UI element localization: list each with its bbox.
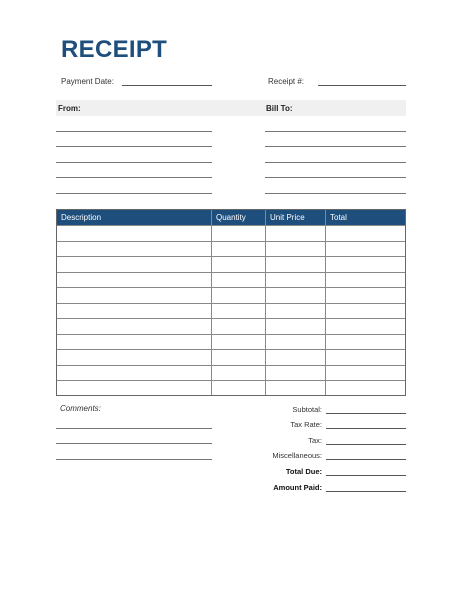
- from-line[interactable]: [56, 162, 212, 163]
- tax-field[interactable]: [326, 444, 406, 445]
- total-due-label: Total Due:: [285, 467, 322, 476]
- column-header-description: Description: [61, 213, 102, 222]
- column-header-total: Total: [330, 213, 347, 222]
- parties-header-band: [56, 100, 406, 116]
- subtotal-field[interactable]: [326, 413, 406, 414]
- table-row-divider: [57, 380, 405, 381]
- miscellaneous-field[interactable]: [326, 459, 406, 460]
- tax-rate-field[interactable]: [326, 428, 406, 429]
- table-header: [57, 210, 405, 225]
- bill-to-line[interactable]: [265, 193, 406, 194]
- from-line[interactable]: [56, 146, 212, 147]
- comments-label: Comments:: [60, 404, 101, 413]
- from-line[interactable]: [56, 131, 212, 132]
- total-due-field[interactable]: [326, 475, 406, 476]
- table-row-divider: [57, 241, 405, 242]
- bill-to-line[interactable]: [265, 131, 406, 132]
- bill-to-label: Bill To:: [266, 104, 293, 113]
- column-header-quantity: Quantity: [216, 213, 246, 222]
- bill-to-line[interactable]: [265, 162, 406, 163]
- receipt-number-field[interactable]: [318, 85, 406, 86]
- from-label: From:: [58, 104, 81, 113]
- from-line[interactable]: [56, 177, 212, 178]
- tax-label: Tax:: [308, 436, 322, 445]
- table-row-divider: [57, 256, 405, 257]
- amount-paid-field[interactable]: [326, 491, 406, 492]
- receipt-number-label: Receipt #:: [268, 77, 305, 86]
- table-row-divider: [57, 349, 405, 350]
- bill-to-line[interactable]: [265, 146, 406, 147]
- from-line[interactable]: [56, 193, 212, 194]
- amount-paid-label: Amount Paid:: [273, 483, 322, 492]
- table-row-divider: [57, 287, 405, 288]
- miscellaneous-label: Miscellaneous:: [272, 451, 322, 460]
- receipt-title: RECEIPT: [61, 36, 168, 63]
- bill-to-line[interactable]: [265, 177, 406, 178]
- table-row-divider: [57, 334, 405, 335]
- comments-line[interactable]: [56, 459, 212, 460]
- column-header-unit-price: Unit Price: [270, 213, 305, 222]
- comments-line[interactable]: [56, 428, 212, 429]
- items-table: [56, 209, 406, 396]
- table-row-divider: [57, 365, 405, 366]
- payment-date-field[interactable]: [122, 85, 212, 86]
- table-row-divider: [57, 225, 405, 226]
- table-row-divider: [57, 272, 405, 273]
- table-row-divider: [57, 318, 405, 319]
- table-row-divider: [57, 303, 405, 304]
- tax-rate-label: Tax Rate:: [290, 420, 322, 429]
- comments-line[interactable]: [56, 443, 212, 444]
- subtotal-label: Subtotal:: [292, 405, 322, 414]
- payment-date-label: Payment Date:: [61, 77, 114, 86]
